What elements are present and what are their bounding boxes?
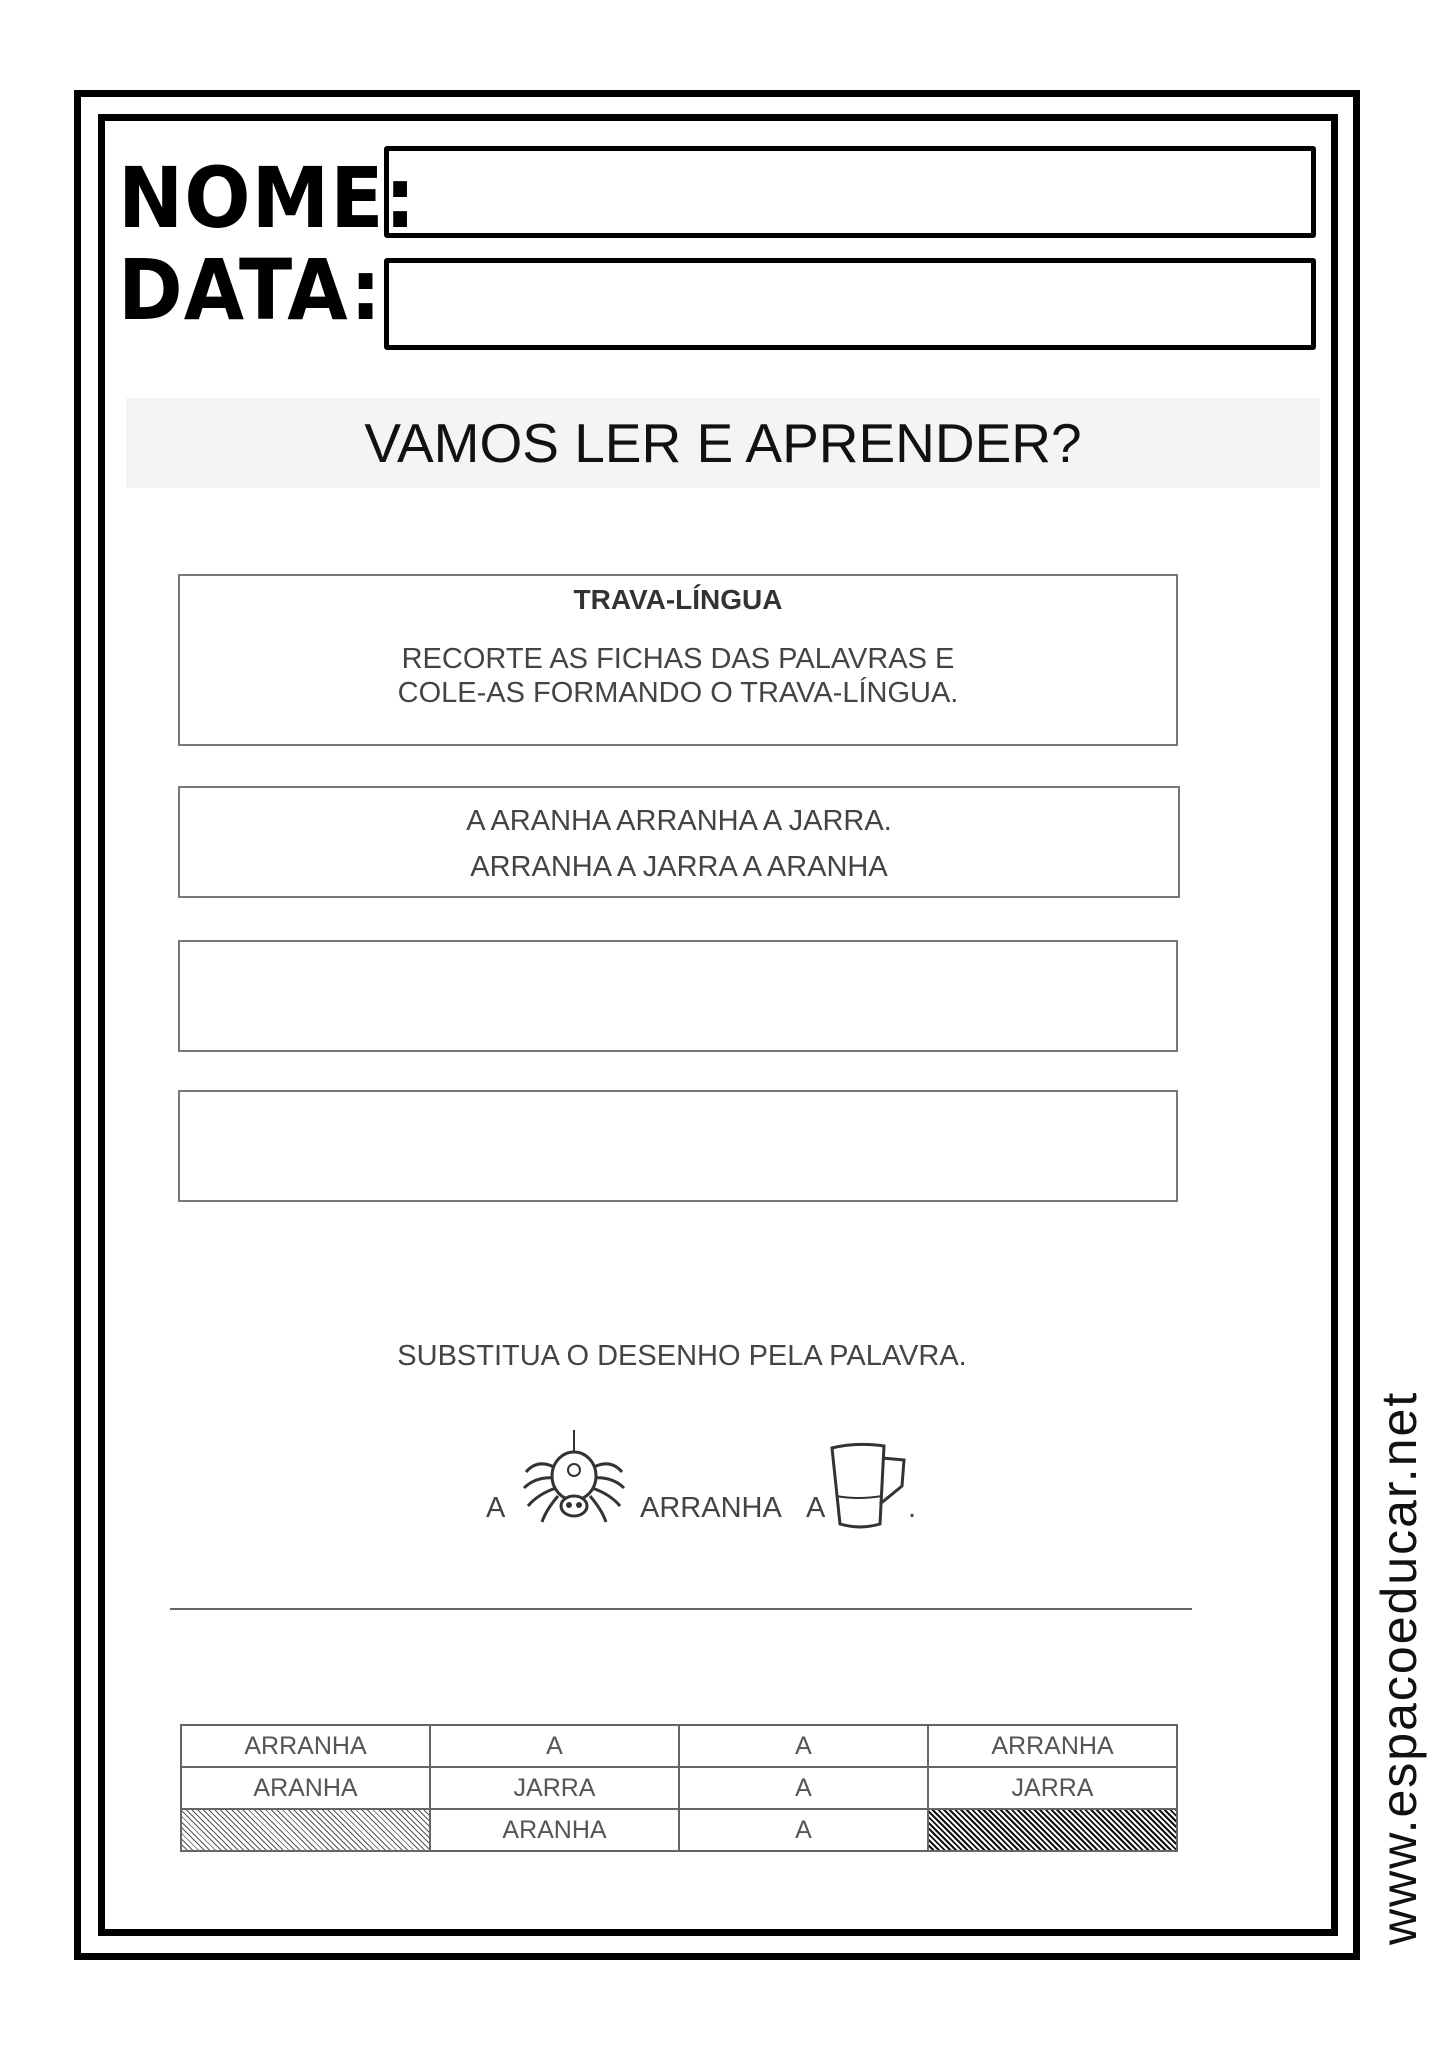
answer-line[interactable] [170,1608,1192,1610]
name-label: NOME: [118,150,417,248]
paste-area-1[interactable] [178,940,1178,1052]
substitution-sentence [480,1430,960,1540]
hatched-cell [928,1809,1177,1851]
word-card[interactable]: ARRANHA [928,1725,1177,1767]
word-card[interactable]: JARRA [928,1767,1177,1809]
name-field[interactable] [384,146,1316,238]
instructions-box [178,574,1178,746]
tongue-twister-line-2: ARRANHA A JARRA A ARANHA [470,851,888,883]
word-card[interactable]: A [679,1725,928,1767]
table-row [181,1725,1177,1767]
paste-area-2[interactable] [178,1090,1178,1202]
period: . [908,1492,917,1524]
instructions-line-2: COLE-AS FORMANDO O TRAVA-LÍNGUA. [397,677,959,709]
title-banner [126,398,1320,488]
substitution-instruction: SUBSTITUA O DESENHO PELA PALAVRA. [397,1340,967,1372]
tongue-twister-box [178,786,1180,898]
date-field[interactable] [384,258,1316,350]
tongue-twister-line-1: A ARANHA ARRANHA A JARRA. [466,805,892,837]
word-card[interactable]: A [679,1767,928,1809]
spider-icon [520,1430,628,1530]
word-card[interactable]: A [430,1725,679,1767]
word-card[interactable]: A [679,1809,928,1851]
word-a-1: A [486,1492,506,1524]
jug-icon [826,1440,912,1530]
word-arranha: ARRANHA [640,1492,782,1524]
date-label: DATA: [118,242,383,340]
word-a-2: A [806,1492,826,1524]
hatched-cell [181,1809,430,1851]
word-card[interactable]: JARRA [430,1767,679,1809]
word-card[interactable]: ARRANHA [181,1725,430,1767]
word-card[interactable]: ARANHA [181,1767,430,1809]
table-row [181,1809,1177,1851]
word-card[interactable]: ARANHA [430,1809,679,1851]
page-title: VAMOS LER E APRENDER? [364,412,1082,474]
watermark-url: www.espacoeducar.net [1371,1390,1427,1945]
word-cards-table [180,1724,1178,1852]
table-row [181,1767,1177,1809]
instructions-title: TRAVA-LÍNGUA [573,584,783,615]
instructions-line-1: RECORTE AS FICHAS DAS PALAVRAS E [401,643,955,675]
